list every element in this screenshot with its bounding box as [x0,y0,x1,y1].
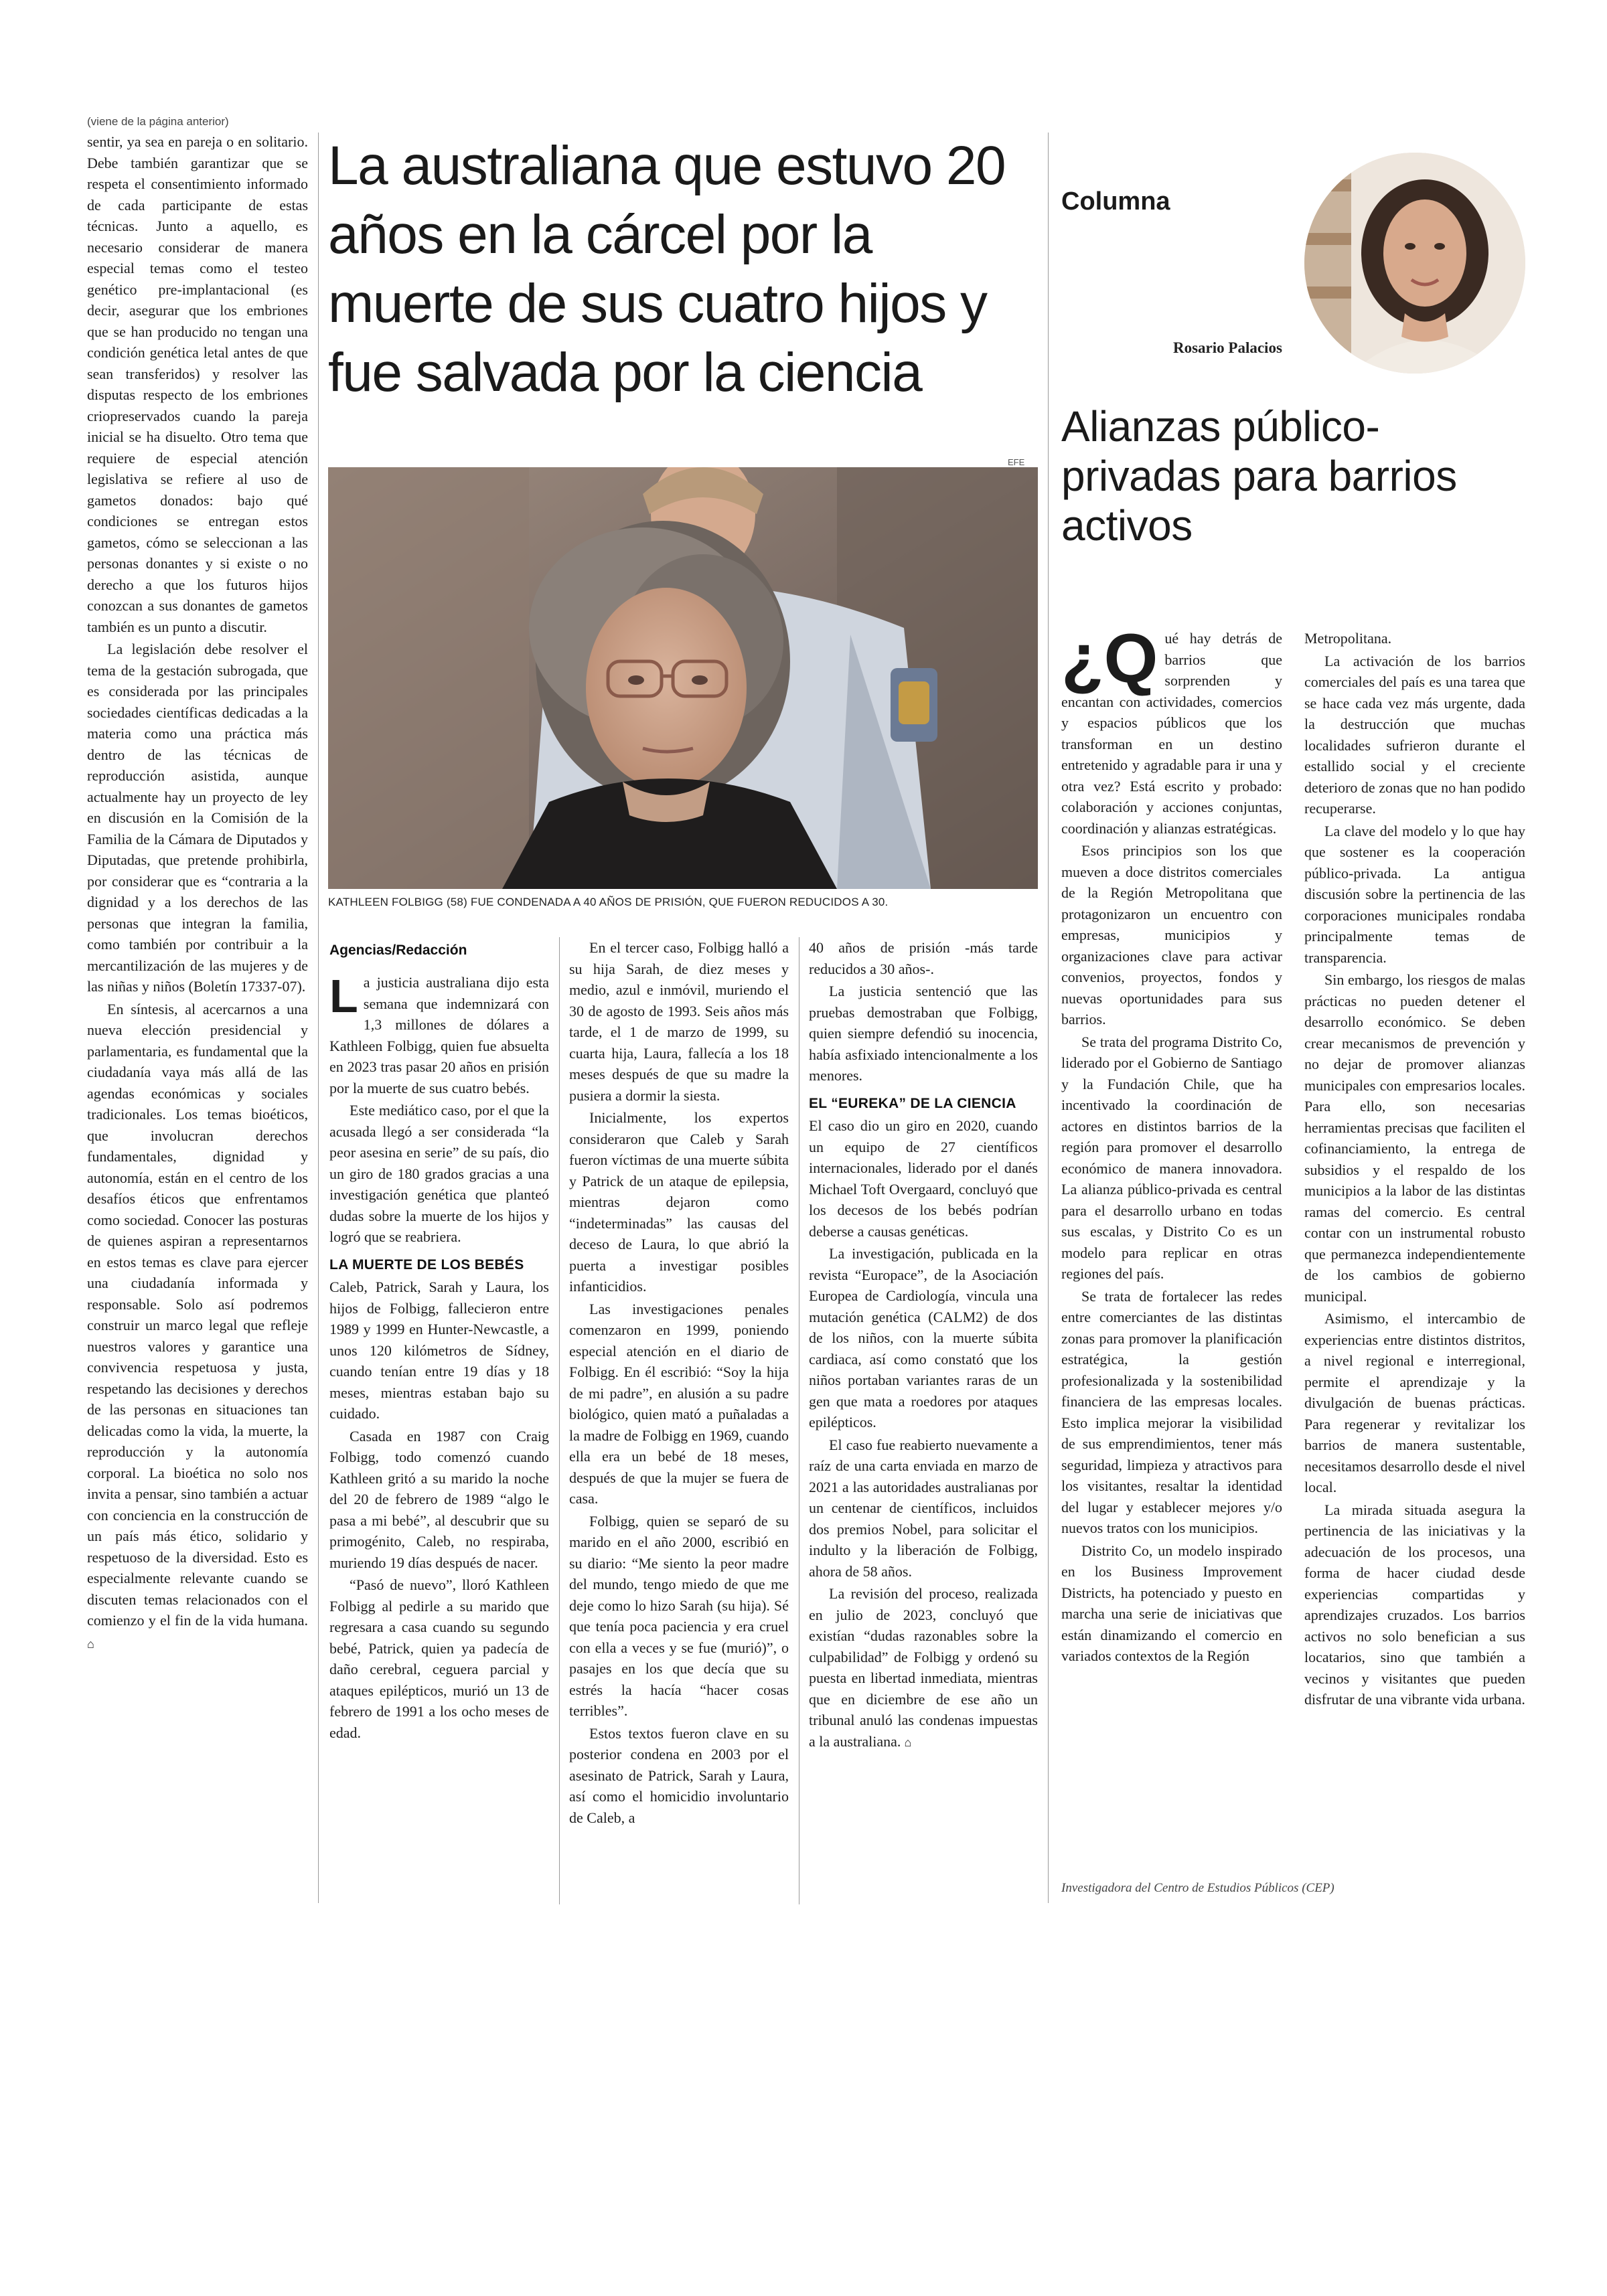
column-divider [318,133,319,1903]
paragraph: Este mediático caso, por el que la acusada llegó a ser considerada “la peor asesina en serie” de su país, dio un giro de 180 grados gracias a una investigación genética que planteó dudas sobre la muerte de los hijos y logró que se reabriera. [329,1102,549,1245]
paragraph: sentir, ya sea en pareja o en solitario. Debe también garantizar que se respeta el consentimiento informado de cada participante de estas técnicas. Junto a aquello, es necesario considerar de manera especial temas como el testeo genético pre-implantacional (es decir, asegurar que los embriones que se han producido no tengan una condición genética letal antes de que sean transferidos) y resolver las disputas respecto de los embriones criopreservados cuando la pareja inicial se ha disuelto. Otro tema que requiere de especial atención legislativa se refiere al uso de gametos donados: bajo qué condiciones se entregan estos gametos, cómo se seleccionan a las personas donantes y si existe o no derecho a que los futuros hijos conozcan a sus donantes de gametos también es un punto a discutir. [87,133,308,635]
paragraph: Inicialmente, los expertos consideraron que Caleb y Sarah fueron víctimas de una muerte súbita y Patrick de un ataque de epilepsia, mientras dejaron como “indeterminadas” las causas del deceso de Laura, lo que abrió la puerta a investigar posibles infanticidios. [569,1109,789,1295]
column-title: Alianzas público-privadas para barrios activos [1061,402,1457,550]
author-portrait [1304,153,1525,374]
end-mark-icon: ⌂ [87,1637,94,1651]
paragraph: La mirada situada asegura la pertinencia de las iniciativas y la adecuación de los procesos, una forma de hacer ciudad desde experiencias compartidas y aprendizajes cruzados. Los barrios activos no solo benefician a sus locatarios, sino que también a vecinos y visitantes que pueden disfrutar de una vibrante vida urbana. [1304,1501,1525,1708]
article-photo [328,467,1038,889]
author-avatar [1304,153,1525,374]
section-label: Columna [1061,187,1170,216]
left-continuation-column [87,115,308,1656]
paragraph: La revisión del proceso, realizada en julio de 2023, concluyó que existían “dudas razonables sobre la culpabilidad” de Folbigg y ordenó su puesta en libertad inmediata, mientras que en diciembre de ese año un tribunal anuló las condenas impuestas a la australiana. ⌂ [809,1585,1038,1750]
end-mark-icon: ⌂ [901,1735,912,1749]
paragraph: La investigación, publicada en la revista “Europace”, de la Asociación Europea de Cardiología, vincula una mutación genética (CALM2) de dos de los niños, con la muerte súbita cardiaca, así como constató que los niños portaban variantes raras de un gen que mata a roedores por ataques epilépticos. [809,1245,1038,1430]
subheading: EL “EUREKA” DE LA CIENCIA [809,1095,1016,1111]
paragraph: La legislación debe resolver el tema de la gestación subrogada, que es considerada por las principales sociedades científicas dedicadas a la materia como una práctica más dentro de las técnicas de reproducción asistida, aunque actualmente hay un proyecto de ley en discusión en la Comisión de la Familia de la Cámara de Diputados y Diputadas, que pretende prohibirla, por considerar que es “contraria a la dignidad y a los derechos de las personas que integran la familia, como también por contribuir a la mercantilización de las mujeres y de las niñas y niños (Boletín 17337-07). [87,641,308,995]
paragraph: Se trata de fortalecer las redes entre comerciantes de las distintas zonas para promover la planificación estratégica, la gestión profesionalizada y la sostenibilidad financiera de las empresas locales. Esto implica mejorar la visibilidad de sus emprendimientos, tener más seguridad, limpieza y atractivos para los visitantes, resaltar la identidad del lugar y establecer mejores y/o nuevos tratos con los municipios. [1061,1287,1282,1536]
subheading: LA MUERTE DE LOS BEBÉS [329,1256,524,1273]
paragraph: Distrito Co, un modelo inspirado en los Business Improvement Districts, ha potenciado y puesto en marcha una serie de iniciativas que están dinamizando el comercio en variados contextos de la Región [1061,1542,1282,1664]
paragraph: Las investigaciones penales comenzaron en 1999, poniendo especial atención en el diario de Folbigg. En él escribió: “Soy la hija de mi padre”, en alusión a su padre biológico, quien mató a puñaladas a la madre de Folbigg en 1969, cuando ella era un bebé de 18 meses, después de que la mujer se fuera de casa. [569,1300,789,1507]
paragraph: Metropolitana. [1304,630,1392,647]
article-column-2 [569,937,789,1829]
lead-text: ué hay detrás de barrios que sorprenden y encantan con actividades, comercios y espacios públicos que los transforman en un destino entretenido y agradable para ir una y otra vez? Está escrito y probado: colaboración y acciones conjuntas, coordinación y alianzas estratégicas. [1061,630,1282,837]
paragraph [1061,620,1282,839]
paragraph: Casada en 1987 con Craig Folbigg, todo comenzó cuando Kathleen gritó a su marido la noche del 20 de febrero de 1989 “algo le pasa a mi bebé”, al descubrir que su primogénito, Caleb, no respiraba, muriendo 19 días después de nacer. [329,1427,549,1571]
column-divider [1048,133,1049,1903]
paragraph: “Pasó de nuevo”, lloró Kathleen Folbigg al pedirle a su marido que regresara a casa cuando su segundo bebé, Patrick, quien ya padecía de daño cerebral, ceguera parcial y ataques epilépticos, murió un 13 de febrero de 1991 a los ocho meses de edad. [329,1576,549,1741]
paragraph: El caso fue reabierto nuevamente a raíz de una carta enviada en marzo de 2021 a las autoridades australianas por un centenar de científicos, incluidos dos premios Nobel, para solicitar el indulto y la liberación de Folbigg, ahora de 58 años. [809,1436,1038,1580]
author-name: Rosario Palacios [1173,339,1282,356]
paragraph: 40 años de prisión -más tarde reducidos a 30 años-. [809,939,1038,977]
paragraph: En el tercer caso, Folbigg halló a su hija Sarah, de diez meses y medio, azul e inmóvil, muriendo el 30 de agosto de 1993. Seis años más tarde, el 1 de marzo de 1999, su cuarta hija, Laura, fallecía a los 18 meses después de que su madre la pusiera a dormir la siesta. [569,939,789,1104]
column-text-2 [1304,628,1525,1712]
paragraph: Asimismo, el intercambio de experiencias entre distintos distritos, a nivel regional e interregional, permite el aprendizaje y la divulgación de buenas prácticas. Para regenerar y revitalizar los barrios de manera sustentable, necesitamos desarrollo desde el nivel local. [1304,1310,1525,1495]
photo-kathleen-folbigg [328,467,1038,889]
column-text-1 [1061,620,1282,1668]
paragraph: En síntesis, al acercarnos a una nueva elección presidencial y parlamentaria, es fundamental que la ciudadanía vaya más allá de las agendas económicas y sociales tradicionales. Los temas bioéticos, que involucran derechos fundamentales, dignidad y autonomía, están en el centro de los desafíos éticos que enfrentamos como sociedad. Conocer las posturas de quienes aspiran a representarnos en estos temas es clave para ejercer una ciudadanía informada y responsable. Solo así podremos construir un marco legal que refleje nuestros valores y garantice una convivencia respetuosa y justa, respetando las decisiones y derechos de las personas en situaciones tan delicadas como la vida, la muerte, la reproducción y la autonomía corporal. La bioética no solo nos invita a pensar, sino también a actuar con conciencia en la construcción de un país más ético, solidario y respetuoso de la diversidad. Esto es especialmente relevante cuando se discuten temas relacionados con el comienzo y el fin de la vida humana. ⌂ [87,1000,308,1651]
photo-caption: KATHLEEN FOLBIGG (58) FUE CONDENADA A 40 AÑOS DE PRISIÓN, QUE FUERON REDUCIDOS A 30. [328,896,889,908]
paragraph: Sin embargo, los riesgos de malas prácticas no pueden detener el desarrollo económico. Se deben crear mecanismos de prevención y no dejar de promover alianzas municipales con empresarios locales. Para ello, son necesarias herramientas precisas que faciliten el cofinanciamiento, la entrega de subsidios y el respaldo de los municipios a la labor de las distintas ramas del comercio. Es central contar con un instrumental robusto que permanezca independientemente de los cambios de gobierno municipal. [1304,971,1525,1305]
photo-credit: EFE [1008,457,1025,467]
article-column-1 [329,972,549,1744]
drop-cap: ¿Q [1061,620,1158,698]
drop-cap: L [329,970,358,1022]
paragraph: El caso dio un giro en 2020, cuando un equipo de 27 científicos internacionales, liderado por el danés Michael Toft Overgaard, concluyó que los decesos de los bebés podrían deberse a causas genéticas. [809,1117,1038,1240]
lead-text: a justicia australiana dijo esta semana que indemnizará con 1,3 millones de dólares a Kathleen Folbigg, quien fue absuelta en 2023 tras pasar 20 años en prisión por la muerte de sus cuatro bebés. [329,974,549,1096]
paragraph: Caleb, Patrick, Sarah y Laura, los hijos de Folbigg, fallecieron entre 1989 y 1999 en Hunter-Newcastle, a unos 120 kilómetros de Sídney, cuando tenían entre 19 días y 18 meses, mientras estaban bajo su cuidado. [329,1279,549,1422]
left-column-body [87,131,308,1655]
paragraph [329,972,549,1098]
continued-note: (viene de la página anterior) [87,115,229,128]
column-divider [559,937,560,1904]
paragraph: La activación de los barrios comerciales del país es una tarea que se hace cada vez más urgente, dada la destrucción que muchas localidades sufrieron durante el estallido social y el creciente deterioro de zonas que no han podido recuperarse. [1304,652,1525,817]
paragraph: Se trata del programa Distrito Co, liderado por el Gobierno de Santiago y la Fundación Chile, que ha incentivado la coordinación de actores en distintos barrios de la región para promover el desarrollo económico de manera innovadora. La alianza público-privada es central para el desarrollo urbano en todas sus escalas, y Distrito Co es un modelo para replicar en otras regiones del país. [1061,1033,1282,1282]
article-headline: La australiana que estuvo 20 años en la cárcel por la muerte de sus cuatro hijos y fue salvada por la ciencia [328,135,1006,403]
paragraph: La justicia sentenció que las pruebas demostraban que Folbigg, quien siempre defendió su inocencia, había asfixiado intencionalmente a los menores. [809,983,1038,1084]
paragraph: Esos principios son los que mueven a doce distritos comerciales de la Región Metropolitana que protagonizaron un encuentro con empresas, municipios y organizaciones clave para activar convenios, proyectos, fondos y nuevas oportunidades para sus barrios. [1061,842,1282,1028]
article-byline: Agencias/Redacción [329,942,467,958]
article-column-3 [809,937,1038,1754]
author-note: Investigadora del Centro de Estudios Públicos (CEP) [1061,1881,1334,1895]
paragraph: Estos textos fueron clave en su posterior condena en 2003 por el asesinato de Patrick, Sarah y Laura, así como el homicidio involuntario de Caleb, a [569,1724,789,1826]
paragraph: Folbigg, quien se separó de su marido en el año 2000, escribió en su diario: “Me siento la peor madre del mundo, tengo miedo de que me deje como lo hizo Sarah (su hija). Sé que tenía poca paciencia y era cruel con ella a veces y se fue (murió)”, o pasajes en los que decía que su estrés la hacía “hacer cosas terribles”. [569,1512,789,1719]
paragraph: La clave del modelo y lo que hay que sostener es la cooperación público-privada. La antigua discusión sobre la pertinencia de las corporaciones municipales rondaba principalmente temas de transparencia. [1304,822,1525,966]
